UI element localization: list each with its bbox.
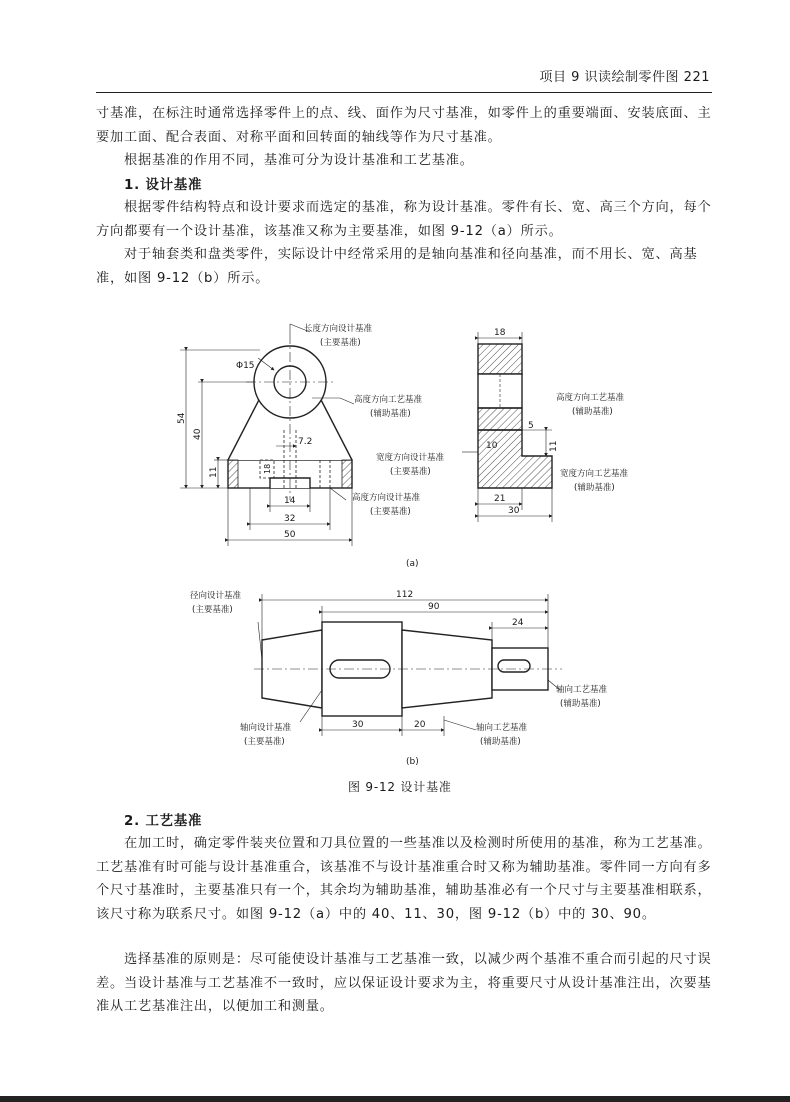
label-axial-process-top: 轴向工艺基准 — [556, 685, 608, 695]
dim-5: 5 — [528, 421, 534, 431]
label-radial-design-sub: (主要基准) — [192, 605, 233, 615]
label-width-process-sub: (辅助基准) — [574, 483, 615, 493]
heading-process-datum: 2. 工艺基准 — [124, 814, 203, 829]
label-height-process-right: 高度方向工艺基准 — [556, 393, 625, 403]
label-length-design-sub: (主要基准) — [320, 338, 361, 348]
paragraph-2: 根据基准的作用不同，基准可分为设计基准和工艺基准。 — [124, 153, 474, 168]
paragraph-3: 根据零件结构特点和设计要求而选定的基准，称为设计基准。零件有长、宽、高三个方向，每个方向都要有一个设计基准，该基准又称为主要基准，如图 9-12（a）所示。 — [96, 200, 712, 239]
dim-11-right: 11 — [549, 440, 559, 452]
dim-phi15: Φ15 — [236, 361, 255, 371]
label-height-process: 高度方向工艺基准 — [354, 395, 423, 405]
label-axial-process-top-sub: (辅助基准) — [560, 699, 601, 709]
dim-14: 14 — [284, 496, 296, 506]
label-axial-process-bottom-sub: (辅助基准) — [480, 737, 521, 747]
label-axial-design-sub: (主要基准) — [244, 737, 285, 747]
dim-30: 30 — [508, 506, 520, 516]
dim-50: 50 — [284, 530, 296, 540]
dim-40: 40 — [193, 428, 203, 440]
heading-design-datum: 1. 设计基准 — [124, 178, 203, 193]
label-height-process-right-sub: (辅助基准) — [572, 407, 613, 417]
dim-24: 24 — [512, 618, 524, 628]
dim-32: 32 — [284, 514, 296, 524]
figure-caption: 图 9-12 设计基准 — [348, 780, 452, 794]
bottom-border — [0, 1096, 790, 1102]
dim-11: 11 — [209, 466, 219, 478]
label-width-process: 宽度方向工艺基准 — [560, 469, 629, 479]
running-header: 项目 9 识读绘制零件图 221 — [539, 70, 710, 85]
dim-18-top: 18 — [494, 328, 506, 338]
dim-18-small: 18 — [263, 463, 272, 474]
dim-112: 112 — [396, 590, 414, 600]
paragraph-4: 对于轴套类和盘类零件，实际设计中经常采用的是轴向基准和径向基准，而不用长、宽、高基准，如图 9-12（b）所示。 — [96, 247, 698, 286]
label-height-design: 高度方向设计基准 — [352, 493, 421, 503]
label-height-process-sub: (辅助基准) — [370, 409, 411, 419]
paragraph-5: 在加工时，确定零件装夹位置和刀具位置的一些基准以及检测时所使用的基准，称为工艺基准。工艺基准有时可能与设计基准重合，该基准不与设计基准重合时又称为辅助基准。零件同一方向有多个尺寸基准时，主要基准只有一个，其余均为辅助基准，辅助基准必有一个尺寸与主要基准相联系，该尺寸称为联系尺寸。如图 9-12（a）中的 40、11、30，图 9-12（b）中的 30、90。 — [96, 836, 712, 922]
dim-90: 90 — [428, 602, 440, 612]
dim-10: 10 — [486, 441, 498, 451]
paragraph-1: 寸基准，在标注时通常选择零件上的点、线、面作为尺寸基准，如零件上的重要端面、安装底面、主要加工面、配合表面、对称平面和回转面的轴线等作为尺寸基准。 — [96, 106, 712, 145]
paragraph-6: 选择基准的原则是：尽可能使设计基准与工艺基准一致，以减少两个基准不重合而引起的尺寸误差。当设计基准与工艺基准不一致时，应以保证设计要求为主，将重要尺寸从设计基准注出，次要基准从工艺基准注出，以便加工和测量。 — [96, 952, 712, 1014]
label-radial-design: 径向设计基准 — [190, 591, 242, 601]
label-axial-process-bottom: 轴向工艺基准 — [476, 723, 528, 733]
label-height-design-sub: (主要基准) — [370, 507, 411, 517]
label-length-design: 长度方向设计基准 — [304, 324, 373, 334]
dim-54: 54 — [177, 412, 187, 424]
label-width-design-sub: (主要基准) — [390, 467, 431, 477]
label-width-design: 宽度方向设计基准 — [376, 453, 445, 463]
figure-b-label: (b) — [406, 757, 419, 767]
dim-30-b: 30 — [352, 720, 364, 730]
figure-a-label: (a) — [406, 559, 419, 569]
dim-20: 20 — [414, 720, 426, 730]
label-axial-design: 轴向设计基准 — [240, 723, 292, 733]
dim-21: 21 — [494, 494, 506, 504]
dim-7-2: 7.2 — [298, 437, 313, 447]
